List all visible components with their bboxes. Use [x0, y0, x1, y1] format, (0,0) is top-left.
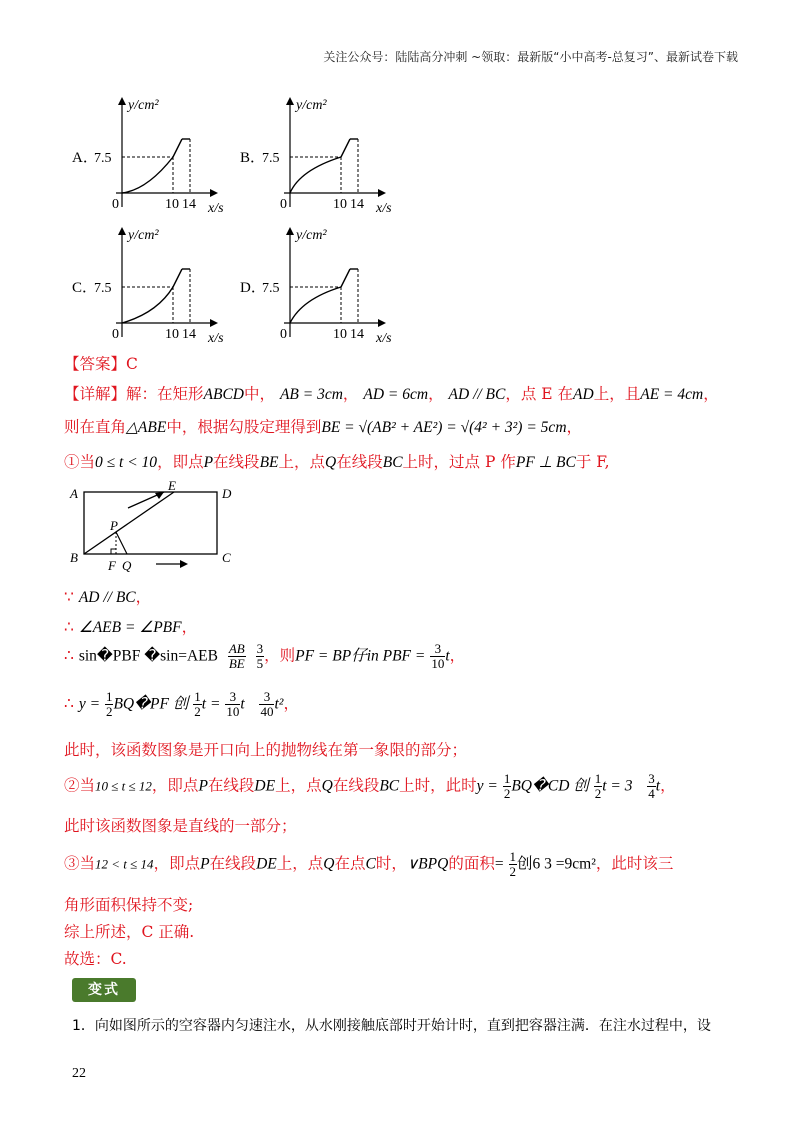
step-7: 此时该函数图象是直线的一部分；: [64, 817, 297, 835]
x-axis-label: x/s: [376, 331, 392, 345]
question-1: 1．向如图所示的空容器内匀速注水，从水刚接触底部时开始计时，直到把容器注满．在注水过程中，设: [72, 1018, 711, 1034]
x-tick-10: 10: [165, 197, 179, 212]
text: ，即点: [153, 854, 201, 873]
label-q: Q: [122, 558, 132, 573]
step-8: [64, 850, 673, 879]
step-5: 此时，该函数图象是开口向上的抛物线在第一象限的部分；: [64, 741, 468, 759]
text: ，: [283, 694, 299, 713]
text: ，即点: [157, 453, 204, 471]
x-axis-arrow: [378, 189, 386, 197]
x-tick-14: 14: [182, 197, 196, 212]
detail-line-3: [64, 450, 610, 472]
text: ，: [566, 418, 583, 436]
page-header: 关注公众号：陆陆高分冲刺 ~领取：最新版“小中高考-总复习”、最新试卷下载: [323, 50, 738, 64]
answer-label: 【答案】: [64, 355, 127, 373]
text: ，: [660, 776, 676, 795]
fraction: [509, 850, 518, 879]
text: 当: [79, 854, 96, 873]
fraction: [594, 772, 603, 801]
text: 上时，此时: [399, 776, 477, 795]
text: ，: [135, 588, 152, 606]
step-10: 综上所述，C 正确.: [64, 923, 195, 941]
option-label: A．: [72, 150, 98, 166]
step-9: 角形面积保持不变;: [64, 896, 194, 914]
option-label: D．: [240, 280, 266, 296]
y-tick: 7.5: [262, 151, 280, 166]
text: 的面积: [448, 854, 495, 873]
math: =: [494, 855, 504, 873]
text: ②: [64, 776, 80, 795]
x-tick-14: 14: [350, 327, 364, 342]
denominator: 2: [594, 786, 602, 801]
text: 在线段: [213, 453, 260, 471]
numerator: 3: [259, 690, 274, 705]
math: AE = 4cm: [640, 386, 704, 403]
math: C: [365, 855, 376, 873]
y-tick: 7.5: [262, 281, 280, 296]
math: y =: [476, 777, 498, 795]
option-label: C．: [72, 280, 98, 296]
math: BC: [379, 777, 400, 795]
y-axis-label: y/cm²: [128, 98, 159, 113]
math: P: [198, 777, 208, 795]
math: Q: [321, 777, 333, 795]
text: 时，: [375, 854, 407, 873]
x-axis-label: x/s: [208, 201, 224, 215]
segment-be: [84, 492, 174, 554]
curve-part-2: [173, 269, 182, 287]
numerator: 3: [648, 771, 655, 786]
denominator: 2: [105, 704, 113, 719]
math: BE = √(AB² + AE²) = √(4² + 3²) = 5cm: [321, 419, 567, 436]
denominator: BE: [228, 656, 245, 671]
symbol: ∴: [64, 618, 74, 636]
math: BQ�PF 创: [113, 695, 189, 713]
text: 解：在矩形: [126, 385, 204, 403]
text: ，: [181, 618, 198, 636]
arrow-head-bc: [180, 560, 188, 568]
y-tick: 7.5: [94, 151, 112, 166]
x-tick-0: 0: [112, 197, 119, 212]
text: 当: [79, 776, 96, 795]
curve-part-1: [290, 287, 341, 323]
curve-part-1: [122, 287, 173, 323]
right-angle-mark: [111, 549, 116, 554]
y-axis-label: y/cm²: [296, 98, 327, 113]
text: ，点 E 在: [505, 385, 574, 403]
text: 在线段: [207, 776, 255, 795]
fraction: [430, 642, 445, 671]
denominator: 2: [503, 786, 511, 801]
denominator: 40: [260, 704, 274, 719]
text: 则在直角: [64, 418, 127, 436]
symbol: ∵: [64, 588, 74, 606]
x-tick-0: 0: [280, 327, 287, 342]
x-tick-14: 14: [350, 197, 364, 212]
numerator: 3: [225, 690, 240, 705]
step-3: [64, 642, 465, 671]
math: y =: [78, 695, 101, 713]
page-number: 22: [72, 1066, 86, 1081]
fraction: [259, 690, 274, 719]
label-a: A: [70, 486, 78, 501]
x-axis-label: x/s: [208, 331, 224, 345]
fraction: [193, 690, 202, 719]
math: t: [655, 777, 661, 795]
y-axis-arrow: [118, 97, 126, 105]
text: 中，: [244, 385, 276, 403]
fraction: [228, 642, 246, 671]
detail-line-2: [64, 415, 582, 437]
text: 在点: [334, 854, 366, 873]
math: t²: [274, 695, 284, 713]
denominator: 10: [226, 704, 240, 719]
numerator: 1: [503, 771, 511, 786]
fraction: [647, 772, 656, 801]
step-6: [64, 772, 676, 801]
x-tick-10: 10: [333, 197, 347, 212]
math: 0 ≤ t < 10: [95, 454, 158, 471]
x-axis-arrow: [210, 189, 218, 197]
text: 在线段: [209, 854, 257, 873]
text: ③: [64, 854, 80, 873]
text: ，即点: [151, 776, 199, 795]
math: t = 3: [602, 777, 633, 795]
y-axis-arrow: [118, 227, 126, 235]
text: 在线段: [332, 776, 380, 795]
step-11: 故选：C.: [64, 950, 127, 968]
option-graph-d: [240, 225, 400, 349]
math: △ABE: [126, 419, 167, 436]
math: Q: [323, 855, 335, 873]
curve-part-2: [173, 139, 182, 157]
math: 12 < t ≤ 14: [95, 856, 154, 872]
text: ，: [428, 385, 444, 403]
rect-abcd: [84, 492, 217, 554]
math: t: [445, 647, 450, 665]
option-graph-b: [240, 95, 400, 219]
math: PF ⊥ BC: [515, 454, 576, 471]
x-tick-10: 10: [333, 327, 347, 342]
math: 10 ≤ t ≤ 12: [95, 778, 152, 794]
denominator: 2: [509, 864, 517, 879]
denominator: 4: [648, 786, 655, 801]
text: 当: [79, 453, 96, 471]
curve-part-1: [122, 157, 173, 193]
numerator: 1: [194, 689, 201, 704]
step-1: [64, 585, 151, 607]
math: sin�PBF �sin=AEB: [78, 647, 218, 665]
text: 中，根据勾股定理得到: [166, 418, 322, 436]
x-axis-label: x/s: [376, 201, 392, 215]
math: BE: [259, 454, 279, 471]
y-axis-label: y/cm²: [296, 228, 327, 243]
denominator: 2: [194, 704, 201, 719]
math: DE: [256, 855, 277, 873]
label-p: P: [110, 518, 118, 533]
y-axis-arrow: [286, 97, 294, 105]
math: AD: [573, 386, 594, 403]
curve-part-1: [290, 157, 341, 193]
math: AD // BC: [78, 589, 136, 606]
segment-pq: [116, 532, 127, 554]
math: AB = 3cm: [279, 386, 343, 403]
math: t =: [201, 695, 221, 713]
text: 上，点: [275, 776, 322, 795]
label-b: B: [70, 550, 78, 565]
numerator: 3: [256, 641, 264, 656]
text: ①: [64, 453, 80, 471]
text: 上，点: [278, 453, 326, 471]
denominator: 10: [431, 656, 445, 671]
y-axis-arrow: [286, 227, 294, 235]
numerator: 1: [509, 849, 517, 864]
text: 上时，过点 P 作: [402, 453, 516, 471]
detail-label: 【详解】: [64, 385, 127, 403]
math: DE: [254, 777, 276, 795]
curve-part-2: [341, 269, 350, 287]
curve-part-2: [341, 139, 350, 157]
text: ，: [449, 646, 466, 665]
rectangle-figure: [64, 480, 244, 580]
fraction: [256, 642, 265, 671]
label-c: C: [222, 550, 231, 565]
x-axis-arrow: [378, 319, 386, 327]
label-e: E: [168, 480, 176, 493]
numerator: AB: [228, 641, 245, 656]
fraction: [225, 690, 240, 719]
math: P: [200, 855, 210, 873]
symbol: ∴: [64, 694, 74, 713]
text: ，则: [264, 646, 296, 665]
denominator: 5: [256, 656, 264, 671]
x-tick-0: 0: [280, 197, 287, 212]
detail-line-1: [64, 382, 719, 404]
math: AD // BC: [448, 386, 506, 403]
variant-badge: 变式: [72, 978, 136, 1002]
numerator: 1: [594, 771, 602, 786]
math: Q: [325, 454, 337, 471]
text: 上，点: [276, 854, 324, 873]
x-tick-14: 14: [182, 327, 196, 342]
math: ∨BPQ: [406, 855, 449, 873]
numerator: 1: [105, 689, 113, 704]
math: BQ�CD 创: [511, 777, 589, 795]
x-tick-10: 10: [165, 327, 179, 342]
option-label: B．: [240, 150, 266, 166]
answer-line: [64, 352, 138, 374]
text: ，: [703, 385, 719, 403]
option-graph-a: [72, 95, 232, 219]
text: ，: [342, 385, 359, 403]
x-axis-arrow: [210, 319, 218, 327]
step-4: [64, 690, 299, 719]
math: BC: [382, 454, 403, 471]
text: 上，且: [593, 385, 641, 403]
y-axis-label: y/cm²: [128, 228, 159, 243]
option-graph-c: [72, 225, 232, 349]
label-d: D: [222, 486, 232, 501]
step-2: [64, 615, 197, 637]
math: t: [240, 695, 245, 713]
math: P: [203, 454, 214, 471]
symbol: ∴: [64, 646, 74, 665]
x-tick-0: 0: [112, 327, 119, 342]
math: AD = 6cm: [363, 386, 429, 403]
answer-value: C: [126, 355, 138, 373]
text: 于 F,: [575, 453, 610, 471]
math: 创6 3 =9cm²: [517, 855, 596, 873]
text: 在线段: [336, 453, 383, 471]
text: ，此时该三: [595, 854, 674, 873]
y-tick: 7.5: [94, 281, 112, 296]
numerator: 3: [430, 642, 445, 657]
math: ∠AEB = ∠PBF: [78, 619, 182, 636]
math: ABCD: [203, 386, 244, 403]
math: PF = BP仔in PBF =: [295, 647, 426, 665]
label-f: F: [108, 558, 116, 573]
